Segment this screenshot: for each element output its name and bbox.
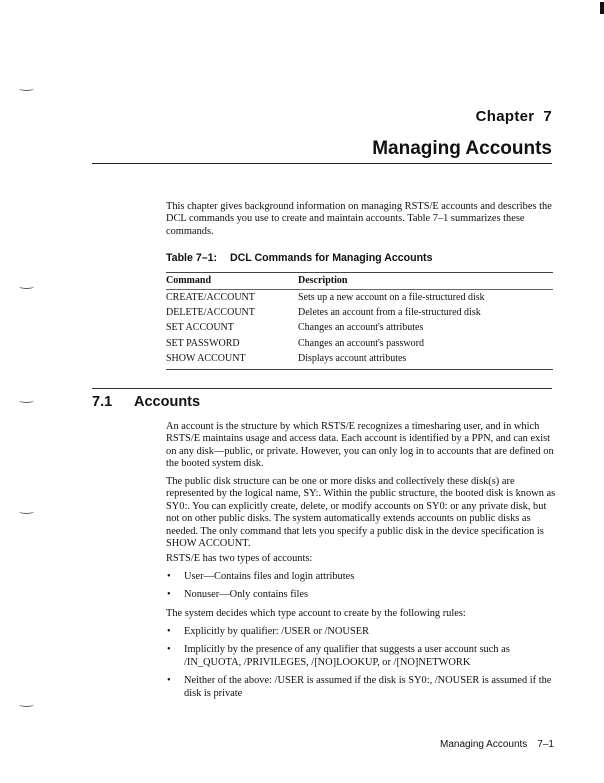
table-row [166, 305, 553, 320]
intro-paragraph: This chapter gives background information on managing RSTS/E accounts and describes the DCL commands you use to create and maintain accounts. Table 7–1 summarizes these commands. [166, 201, 552, 237]
list-item [166, 675, 558, 700]
section-heading [92, 394, 200, 410]
scan-corner-mark [600, 2, 604, 14]
section-number: 7.1 [92, 394, 113, 410]
column-header-command: Command [166, 275, 212, 286]
list-item-text: Implicitly by the presence of any qualifier that suggests a user account such as /IN_QUOTA, /PRIVILEGES, /[NO]LOOKUP, or /[NO]NETWORK [184, 644, 510, 668]
list-item [166, 644, 558, 669]
rules-list [166, 626, 558, 706]
table-row [166, 320, 553, 335]
chapter-title: Managing Accounts [372, 138, 552, 159]
cell-description: Changes an account's password [298, 337, 424, 349]
table-caption-number: Table 7–1: [166, 252, 218, 264]
cell-command: DELETE/ACCOUNT [166, 307, 255, 319]
bullet-icon: • [167, 675, 171, 687]
cell-description: Displays account attributes [298, 352, 407, 364]
page-number: 7–1 [537, 739, 554, 750]
punch-hole-mark [19, 702, 34, 707]
section-paragraph: RSTS/E has two types of accounts: [166, 553, 313, 564]
section-paragraph: The system decides which type account to create by the following rules: [166, 608, 466, 619]
footer-title: Managing Accounts [440, 739, 528, 750]
punch-hole-mark [19, 398, 34, 403]
bullet-icon: • [167, 626, 171, 637]
punch-hole-mark [19, 509, 34, 514]
bullet-icon: • [167, 589, 171, 601]
cell-description: Sets up a new account on a file-structured disk [298, 292, 485, 304]
table-caption [166, 252, 432, 264]
chapter-rule [92, 163, 552, 164]
bullet-icon: • [167, 571, 171, 582]
bullet-icon: • [167, 644, 171, 656]
cell-command: SHOW ACCOUNT [166, 352, 246, 364]
cell-command: SET ACCOUNT [166, 322, 234, 334]
chapter-label: Chapter 7 [475, 108, 552, 125]
cell-description: Changes an account's attributes [298, 322, 424, 334]
list-item [166, 571, 558, 583]
account-types-list [166, 571, 558, 608]
page-footer [440, 739, 554, 750]
list-item [166, 626, 558, 638]
section-title: Accounts [134, 394, 201, 410]
punch-hole-mark [19, 284, 34, 289]
punch-hole-mark [19, 86, 34, 91]
table-row [166, 336, 553, 351]
list-item-text: User—Contains files and login attributes [184, 571, 355, 582]
cell-command: SET PASSWORD [166, 337, 240, 349]
column-header-description: Description [298, 275, 348, 286]
commands-table [166, 273, 553, 366]
table-rule-bottom [166, 369, 553, 370]
list-item-text: Explicitly by qualifier: /USER or /NOUSER [184, 626, 369, 637]
section-paragraph: The public disk structure can be one or more disks and collectively these disk(s) are represented by the logical name, SY:. Within the public structure, the booted disk is known as SY0:. You can explicitly create, delete, or modify accounts on SY0: or any private disk, but not on other public disks. The system automatically extends accounts on public disks as needed. The only command that lets you specify a public disk in the device specification is SHOW ACCOUNT. [166, 476, 556, 550]
section-rule [92, 388, 552, 389]
table-row [166, 351, 553, 366]
cell-description: Deletes an account from a file-structured disk [298, 307, 481, 319]
table-row [166, 288, 553, 305]
section-paragraph: An account is the structure by which RSTS/E recognizes a timesharing user, and in which RSTS/E maintains usage and access data. Each account is identified by a PPN, and can exist on any disk—public, or private. However, you can only log in to accounts that are defined on the booted system disk. [166, 421, 554, 470]
table-header-row [166, 273, 553, 288]
list-item-text: Nonuser—Only contains files [184, 589, 309, 601]
list-item [166, 589, 558, 601]
table-caption-title: DCL Commands for Managing Accounts [229, 252, 433, 264]
cell-command: CREATE/ACCOUNT [166, 292, 255, 304]
list-item-text: Neither of the above: /USER is assumed if the disk is SY0:, /NOUSER is assumed if the disk is private [184, 675, 552, 699]
